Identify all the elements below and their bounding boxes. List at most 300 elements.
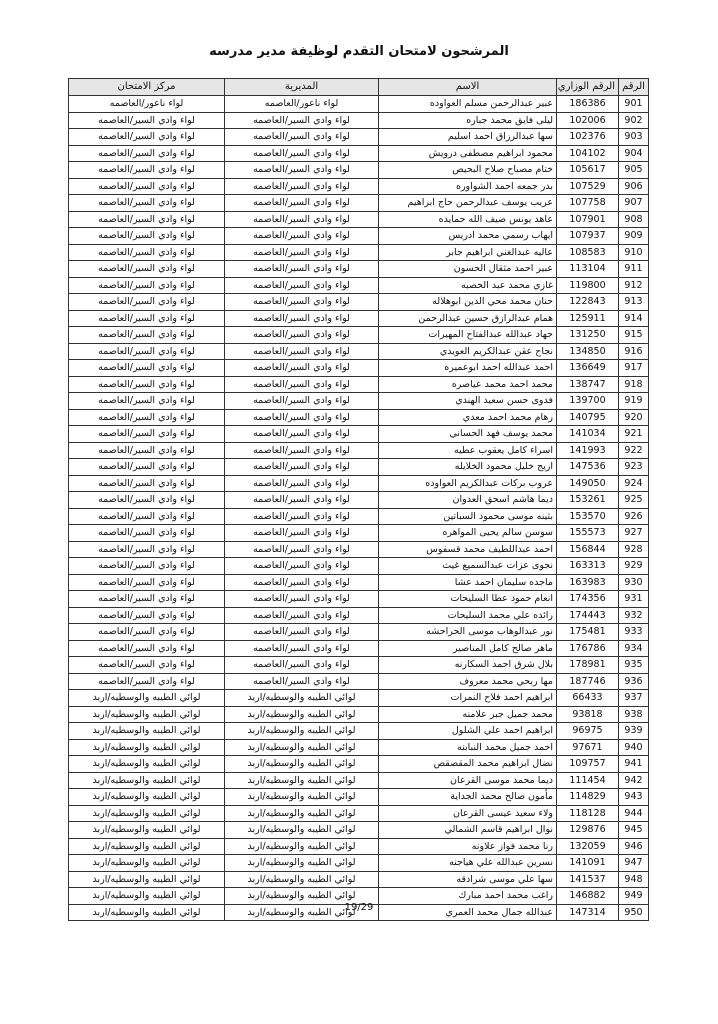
directorate-cell: لواء وادي السير/العاصمه [225, 178, 379, 195]
exam-center-cell: لواء وادي السير/العاصمه [69, 442, 225, 459]
row-number-cell: 909 [619, 228, 649, 245]
exam-center-cell: لواء ناعور/العاصمه [69, 96, 225, 113]
ministry-id-cell: 114829 [557, 789, 619, 806]
directorate-cell: لواء وادي السير/العاصمه [225, 327, 379, 344]
candidate-name-cell: جهاد عبدالله عبدالفتاح المهيرات [379, 327, 557, 344]
candidate-name-cell: ديما محمد موسى القرعان [379, 772, 557, 789]
exam-center-cell: لواء وادي السير/العاصمه [69, 261, 225, 278]
exam-center-cell: لوائي الطيبه والوسطيه/اربد [69, 888, 225, 905]
candidate-name-cell: ولاء سعيد عيسى القرعان [379, 805, 557, 822]
row-number-cell: 923 [619, 459, 649, 476]
row-number-cell: 931 [619, 591, 649, 608]
exam-center-cell: لواء وادي السير/العاصمه [69, 558, 225, 575]
candidate-name-cell: نجوى عزات عبدالسميع غيث [379, 558, 557, 575]
ministry-id-cell: 131250 [557, 327, 619, 344]
exam-center-cell: لوائي الطيبه والوسطيه/اربد [69, 690, 225, 707]
directorate-cell: لوائي الطيبه والوسطيه/اربد [225, 772, 379, 789]
ministry-id-cell: 138747 [557, 376, 619, 393]
directorate-cell: لوائي الطيبه والوسطيه/اربد [225, 855, 379, 872]
candidate-name-cell: حنان محمد محي الدين ابوهلاله [379, 294, 557, 311]
row-number-cell: 938 [619, 706, 649, 723]
directorate-cell: لواء وادي السير/العاصمه [225, 459, 379, 476]
row-number-cell: 910 [619, 244, 649, 261]
candidate-name-cell: نسرين عبدالله علي هياجنه [379, 855, 557, 872]
directorate-cell: لوائي الطيبه والوسطيه/اربد [225, 888, 379, 905]
directorate-cell: لوائي الطيبه والوسطيه/اربد [225, 690, 379, 707]
directorate-cell: لواء وادي السير/العاصمه [225, 640, 379, 657]
table-row [69, 310, 649, 327]
exam-center-cell: لواء وادي السير/العاصمه [69, 591, 225, 608]
row-number-cell: 905 [619, 162, 649, 179]
candidate-name-cell: عبير احمد مثقال الحسون [379, 261, 557, 278]
exam-center-cell: لوائي الطيبه والوسطيه/اربد [69, 723, 225, 740]
candidate-name-cell: ختام مصباح صلاح البحيص [379, 162, 557, 179]
row-number-cell: 921 [619, 426, 649, 443]
table-row [69, 739, 649, 756]
row-number-cell: 918 [619, 376, 649, 393]
ministry-id-cell: 163313 [557, 558, 619, 575]
directorate-cell: لواء وادي السير/العاصمه [225, 657, 379, 674]
candidate-name-cell: عاهد يونس ضيف الله حمايده [379, 211, 557, 228]
directorate-cell: لواء وادي السير/العاصمه [225, 228, 379, 245]
row-number-cell: 949 [619, 888, 649, 905]
directorate-cell: لوائي الطيبه والوسطيه/اربد [225, 739, 379, 756]
ministry-id-cell: 97671 [557, 739, 619, 756]
row-number-cell: 940 [619, 739, 649, 756]
candidate-name-cell: غازي محمد عبد الخصبه [379, 277, 557, 294]
exam-center-cell: لواء وادي السير/العاصمه [69, 574, 225, 591]
row-number-cell: 944 [619, 805, 649, 822]
header-exam-center: مركز الامتحان [69, 79, 225, 96]
candidate-name-cell: احمد عبدالله احمد ابوعميره [379, 360, 557, 377]
table-row [69, 805, 649, 822]
directorate-cell: لواء وادي السير/العاصمه [225, 558, 379, 575]
row-number-cell: 928 [619, 541, 649, 558]
exam-center-cell: لوائي الطيبه والوسطيه/اربد [69, 756, 225, 773]
exam-center-cell: لواء وادي السير/العاصمه [69, 525, 225, 542]
directorate-cell: لواء وادي السير/العاصمه [225, 195, 379, 212]
exam-center-cell: لواء وادي السير/العاصمه [69, 607, 225, 624]
directorate-cell: لواء وادي السير/العاصمه [225, 277, 379, 294]
ministry-id-cell: 147536 [557, 459, 619, 476]
row-number-cell: 929 [619, 558, 649, 575]
candidate-name-cell: ديما هاشم اسحق العدوان [379, 492, 557, 509]
exam-center-cell: لواء وادي السير/العاصمه [69, 459, 225, 476]
table-row [69, 343, 649, 360]
row-number-cell: 935 [619, 657, 649, 674]
table-row [69, 277, 649, 294]
directorate-cell: لواء وادي السير/العاصمه [225, 360, 379, 377]
table-row [69, 261, 649, 278]
candidate-name-cell: اسراء كامل يعقوب عطيه [379, 442, 557, 459]
row-number-cell: 913 [619, 294, 649, 311]
candidate-name-cell: سها عبدالرزاق احمد اسليم [379, 129, 557, 146]
table-row [69, 294, 649, 311]
exam-center-cell: لواء وادي السير/العاصمه [69, 228, 225, 245]
table-row [69, 723, 649, 740]
table-row [69, 640, 649, 657]
ministry-id-cell: 147314 [557, 904, 619, 921]
table-row [69, 855, 649, 872]
row-number-cell: 903 [619, 129, 649, 146]
directorate-cell: لوائي الطيبه والوسطيه/اربد [225, 756, 379, 773]
table-row [69, 426, 649, 443]
exam-center-cell: لواء وادي السير/العاصمه [69, 360, 225, 377]
ministry-id-cell: 146882 [557, 888, 619, 905]
exam-center-cell: لواء وادي السير/العاصمه [69, 624, 225, 641]
row-number-cell: 943 [619, 789, 649, 806]
ministry-id-cell: 187746 [557, 673, 619, 690]
exam-center-cell: لوائي الطيبه والوسطيه/اربد [69, 822, 225, 839]
table-row [69, 789, 649, 806]
row-number-cell: 920 [619, 409, 649, 426]
candidate-name-cell: اريج خليل محمود الخلايله [379, 459, 557, 476]
ministry-id-cell: 105617 [557, 162, 619, 179]
exam-center-cell: لواء وادي السير/العاصمه [69, 492, 225, 509]
page-title: المرشحون لامتحان التقدم لوظيفة مدير مدرسه [209, 44, 509, 59]
directorate-cell: لوائي الطيبه والوسطيه/اربد [225, 871, 379, 888]
row-number-cell: 934 [619, 640, 649, 657]
ministry-id-cell: 186386 [557, 96, 619, 113]
ministry-id-cell: 102006 [557, 112, 619, 129]
candidate-name-cell: نوال ابراهيم قاسم الشمالي [379, 822, 557, 839]
candidate-name-cell: رهام محمد احمد معدي [379, 409, 557, 426]
ministry-id-cell: 141993 [557, 442, 619, 459]
exam-center-cell: لواء وادي السير/العاصمه [69, 244, 225, 261]
directorate-cell: لواء وادي السير/العاصمه [225, 591, 379, 608]
table-row [69, 376, 649, 393]
exam-center-cell: لوائي الطيبه والوسطيه/اربد [69, 706, 225, 723]
directorate-cell: لوائي الطيبه والوسطيه/اربد [225, 838, 379, 855]
table-row [69, 756, 649, 773]
candidate-name-cell: بدر جمعه احمد الشواوره [379, 178, 557, 195]
directorate-cell: لواء وادي السير/العاصمه [225, 624, 379, 641]
candidate-name-cell: سوسن سالم يحيى المواهره [379, 525, 557, 542]
exam-center-cell: لواء وادي السير/العاصمه [69, 178, 225, 195]
directorate-cell: لواء وادي السير/العاصمه [225, 343, 379, 360]
ministry-id-cell: 156844 [557, 541, 619, 558]
directorate-cell: لوائي الطيبه والوسطيه/اربد [225, 904, 379, 921]
candidate-name-cell: راغب محمد احمد مبارك [379, 888, 557, 905]
ministry-id-cell: 109757 [557, 756, 619, 773]
directorate-cell: لواء وادي السير/العاصمه [225, 525, 379, 542]
row-number-cell: 915 [619, 327, 649, 344]
exam-center-cell: لوائي الطيبه والوسطيه/اربد [69, 904, 225, 921]
candidate-name-cell: احمد جميل محمد النبابنه [379, 739, 557, 756]
exam-center-cell: لواء وادي السير/العاصمه [69, 294, 225, 311]
row-number-cell: 904 [619, 145, 649, 162]
candidate-name-cell: مأمون صالح محمد الجداية [379, 789, 557, 806]
exam-center-cell: لواء وادي السير/العاصمه [69, 343, 225, 360]
row-number-cell: 948 [619, 871, 649, 888]
ministry-id-cell: 141091 [557, 855, 619, 872]
row-number-cell: 942 [619, 772, 649, 789]
candidate-name-cell: فدوى حسن سعيد الهندي [379, 393, 557, 410]
candidate-name-cell: ماهر صالح كامل المناصير [379, 640, 557, 657]
row-number-cell: 927 [619, 525, 649, 542]
exam-center-cell: لواء وادي السير/العاصمه [69, 195, 225, 212]
candidate-name-cell: ابراهيم احمد علي الشلول [379, 723, 557, 740]
table-row [69, 327, 649, 344]
ministry-id-cell: 174443 [557, 607, 619, 624]
table-row [69, 607, 649, 624]
directorate-cell: لواء وادي السير/العاصمه [225, 492, 379, 509]
row-number-cell: 933 [619, 624, 649, 641]
ministry-id-cell: 153261 [557, 492, 619, 509]
ministry-id-cell: 163983 [557, 574, 619, 591]
row-number-cell: 922 [619, 442, 649, 459]
table-row [69, 871, 649, 888]
exam-center-cell: لوائي الطيبه والوسطيه/اربد [69, 805, 225, 822]
directorate-cell: لواء وادي السير/العاصمه [225, 162, 379, 179]
directorate-cell: لوائي الطيبه والوسطيه/اربد [225, 706, 379, 723]
exam-center-cell: لواء وادي السير/العاصمه [69, 112, 225, 129]
exam-center-cell: لوائي الطيبه والوسطيه/اربد [69, 871, 225, 888]
table-row [69, 574, 649, 591]
table-row [69, 508, 649, 525]
directorate-cell: لواء وادي السير/العاصمه [225, 475, 379, 492]
exam-center-cell: لواء وادي السير/العاصمه [69, 310, 225, 327]
candidate-name-cell: سها علي موسى شرادقه [379, 871, 557, 888]
candidate-name-cell: محمد احمد محمد عياصره [379, 376, 557, 393]
candidate-name-cell: نجاح عقن عبدالكريم العويدي [379, 343, 557, 360]
header-directorate: المديرية [225, 79, 379, 96]
ministry-id-cell: 111454 [557, 772, 619, 789]
row-number-cell: 908 [619, 211, 649, 228]
ministry-id-cell: 113104 [557, 261, 619, 278]
table-row [69, 145, 649, 162]
candidate-name-cell: نور عبدالوهاب موسى الحراحشه [379, 624, 557, 641]
ministry-id-cell: 125911 [557, 310, 619, 327]
table-row [69, 96, 649, 113]
ministry-id-cell: 118128 [557, 805, 619, 822]
ministry-id-cell: 141034 [557, 426, 619, 443]
exam-center-cell: لواء وادي السير/العاصمه [69, 129, 225, 146]
table-row [69, 475, 649, 492]
ministry-id-cell: 155573 [557, 525, 619, 542]
ministry-id-cell: 107901 [557, 211, 619, 228]
row-number-cell: 917 [619, 360, 649, 377]
ministry-id-cell: 107937 [557, 228, 619, 245]
candidate-name-cell: مها ربحي محمد معروف [379, 673, 557, 690]
directorate-cell: لوائي الطيبه والوسطيه/اربد [225, 723, 379, 740]
ministry-id-cell: 153570 [557, 508, 619, 525]
ministry-id-cell: 119800 [557, 277, 619, 294]
ministry-id-cell: 129876 [557, 822, 619, 839]
candidate-name-cell: رنا محمد فواز علاونه [379, 838, 557, 855]
row-number-cell: 932 [619, 607, 649, 624]
table-row [69, 541, 649, 558]
directorate-cell: لوائي الطيبه والوسطيه/اربد [225, 822, 379, 839]
row-number-cell: 912 [619, 277, 649, 294]
candidate-name-cell: بلال شرق احمد السكارنه [379, 657, 557, 674]
exam-center-cell: لواء وادي السير/العاصمه [69, 409, 225, 426]
ministry-id-cell: 107758 [557, 195, 619, 212]
candidate-name-cell: ليلى فايق محمد جباره [379, 112, 557, 129]
candidate-name-cell: ماجده سليمان احمد عشا [379, 574, 557, 591]
directorate-cell: لواء وادي السير/العاصمه [225, 393, 379, 410]
row-number-cell: 914 [619, 310, 649, 327]
ministry-id-cell: 139700 [557, 393, 619, 410]
ministry-id-cell: 107529 [557, 178, 619, 195]
exam-center-cell: لوائي الطيبه والوسطيه/اربد [69, 838, 225, 855]
table-row [69, 772, 649, 789]
table-row [69, 211, 649, 228]
table-row [69, 129, 649, 146]
directorate-cell: لواء وادي السير/العاصمه [225, 442, 379, 459]
candidate-name-cell: رائده علي محمد السليحات [379, 607, 557, 624]
ministry-id-cell: 104102 [557, 145, 619, 162]
table-row [69, 624, 649, 641]
candidate-name-cell: محمد يوسف فهد الحساني [379, 426, 557, 443]
candidate-name-cell: عريب يوسف عبدالرحمن حاج ابراهيم [379, 195, 557, 212]
row-number-cell: 907 [619, 195, 649, 212]
header-name: الاسم [379, 79, 557, 96]
directorate-cell: لواء وادي السير/العاصمه [225, 261, 379, 278]
exam-center-cell: لواء وادي السير/العاصمه [69, 475, 225, 492]
directorate-cell: لواء وادي السير/العاصمه [225, 129, 379, 146]
ministry-id-cell: 176786 [557, 640, 619, 657]
table-row [69, 525, 649, 542]
directorate-cell: لواء وادي السير/العاصمه [225, 112, 379, 129]
exam-center-cell: لواء وادي السير/العاصمه [69, 162, 225, 179]
directorate-cell: لواء وادي السير/العاصمه [225, 508, 379, 525]
exam-center-cell: لواء وادي السير/العاصمه [69, 376, 225, 393]
table-row [69, 591, 649, 608]
exam-center-cell: لواء وادي السير/العاصمه [69, 508, 225, 525]
ministry-id-cell: 96975 [557, 723, 619, 740]
header-ministry-id: الرقم الوزاري [557, 79, 619, 96]
exam-center-cell: لواء وادي السير/العاصمه [69, 426, 225, 443]
table-row [69, 673, 649, 690]
table-header-row [69, 79, 649, 96]
row-number-cell: 936 [619, 673, 649, 690]
page-number: 19/29 [344, 902, 374, 913]
row-number-cell: 924 [619, 475, 649, 492]
table-row [69, 195, 649, 212]
row-number-cell: 930 [619, 574, 649, 591]
table-row [69, 492, 649, 509]
row-number-cell: 911 [619, 261, 649, 278]
row-number-cell: 946 [619, 838, 649, 855]
table-row [69, 657, 649, 674]
candidate-name-cell: ايهاب رسمي محمد ادريس [379, 228, 557, 245]
exam-center-cell: لواء وادي السير/العاصمه [69, 640, 225, 657]
ministry-id-cell: 93818 [557, 706, 619, 723]
exam-center-cell: لواء وادي السير/العاصمه [69, 657, 225, 674]
ministry-id-cell: 134850 [557, 343, 619, 360]
ministry-id-cell: 149050 [557, 475, 619, 492]
row-number-cell: 901 [619, 96, 649, 113]
directorate-cell: لواء وادي السير/العاصمه [225, 294, 379, 311]
exam-center-cell: لواء وادي السير/العاصمه [69, 211, 225, 228]
directorate-cell: لواء وادي السير/العاصمه [225, 541, 379, 558]
candidate-name-cell: احمد عبداللطيف محمد قسفوس [379, 541, 557, 558]
directorate-cell: لواء وادي السير/العاصمه [225, 409, 379, 426]
exam-center-cell: لواء وادي السير/العاصمه [69, 673, 225, 690]
table-row [69, 244, 649, 261]
directorate-cell: لواء وادي السير/العاصمه [225, 426, 379, 443]
exam-center-cell: لوائي الطيبه والوسطيه/اربد [69, 739, 225, 756]
candidate-name-cell: محمود ابراهيم مصطفى درويش [379, 145, 557, 162]
candidate-name-cell: عبدالله جمال محمد العمري [379, 904, 557, 921]
row-number-cell: 925 [619, 492, 649, 509]
candidate-name-cell: انعام حمود عطا السليحات [379, 591, 557, 608]
exam-center-cell: لواء وادي السير/العاصمه [69, 277, 225, 294]
row-number-cell: 906 [619, 178, 649, 195]
exam-center-cell: لوائي الطيبه والوسطيه/اربد [69, 789, 225, 806]
directorate-cell: لواء وادي السير/العاصمه [225, 244, 379, 261]
candidate-name-cell: نضال ابراهيم محمد المقصقص [379, 756, 557, 773]
table-row [69, 178, 649, 195]
exam-center-cell: لوائي الطيبه والوسطيه/اربد [69, 772, 225, 789]
ministry-id-cell: 175481 [557, 624, 619, 641]
exam-center-cell: لواء وادي السير/العاصمه [69, 393, 225, 410]
table-row [69, 409, 649, 426]
ministry-id-cell: 108583 [557, 244, 619, 261]
candidates-table [68, 78, 649, 921]
row-number-cell: 941 [619, 756, 649, 773]
exam-center-cell: لوائي الطيبه والوسطيه/اربد [69, 855, 225, 872]
directorate-cell: لوائي الطيبه والوسطيه/اربد [225, 789, 379, 806]
ministry-id-cell: 140795 [557, 409, 619, 426]
table-row [69, 393, 649, 410]
ministry-id-cell: 102376 [557, 129, 619, 146]
row-number-cell: 950 [619, 904, 649, 921]
candidate-name-cell: همام عبدالرازق حسين عبدالرحمن [379, 310, 557, 327]
directorate-cell: لوائي الطيبه والوسطيه/اربد [225, 805, 379, 822]
table-row [69, 228, 649, 245]
candidate-name-cell: عروب بركات عبدالكريم العواوده [379, 475, 557, 492]
candidate-name-cell: ابراهيم احمد فلاح النمرات [379, 690, 557, 707]
ministry-id-cell: 178981 [557, 657, 619, 674]
ministry-id-cell: 132059 [557, 838, 619, 855]
row-number-cell: 902 [619, 112, 649, 129]
directorate-cell: لواء وادي السير/العاصمه [225, 673, 379, 690]
directorate-cell: لواء ناعور/العاصمه [225, 96, 379, 113]
table-row [69, 360, 649, 377]
candidate-name-cell: عاليه عبدالغني ابراهيم جابر [379, 244, 557, 261]
ministry-id-cell: 141537 [557, 871, 619, 888]
table-row [69, 822, 649, 839]
directorate-cell: لواء وادي السير/العاصمه [225, 310, 379, 327]
row-number-cell: 926 [619, 508, 649, 525]
exam-center-cell: لواء وادي السير/العاصمه [69, 541, 225, 558]
row-number-cell: 947 [619, 855, 649, 872]
candidate-name-cell: بثينه موسى محمود السباتين [379, 508, 557, 525]
ministry-id-cell: 122843 [557, 294, 619, 311]
table-row [69, 112, 649, 129]
ministry-id-cell: 136649 [557, 360, 619, 377]
directorate-cell: لواء وادي السير/العاصمه [225, 211, 379, 228]
table-row [69, 690, 649, 707]
table-row [69, 558, 649, 575]
directorate-cell: لواء وادي السير/العاصمه [225, 574, 379, 591]
table-row [69, 442, 649, 459]
row-number-cell: 937 [619, 690, 649, 707]
directorate-cell: لواء وادي السير/العاصمه [225, 145, 379, 162]
row-number-cell: 919 [619, 393, 649, 410]
ministry-id-cell: 174356 [557, 591, 619, 608]
table-row [69, 706, 649, 723]
table-row [69, 838, 649, 855]
row-number-cell: 916 [619, 343, 649, 360]
row-number-cell: 945 [619, 822, 649, 839]
candidate-name-cell: عبير عبدالرحمن مسلم العواوده [379, 96, 557, 113]
exam-center-cell: لواء وادي السير/العاصمه [69, 327, 225, 344]
exam-center-cell: لواء وادي السير/العاصمه [69, 145, 225, 162]
header-num: الرقم [619, 79, 649, 96]
